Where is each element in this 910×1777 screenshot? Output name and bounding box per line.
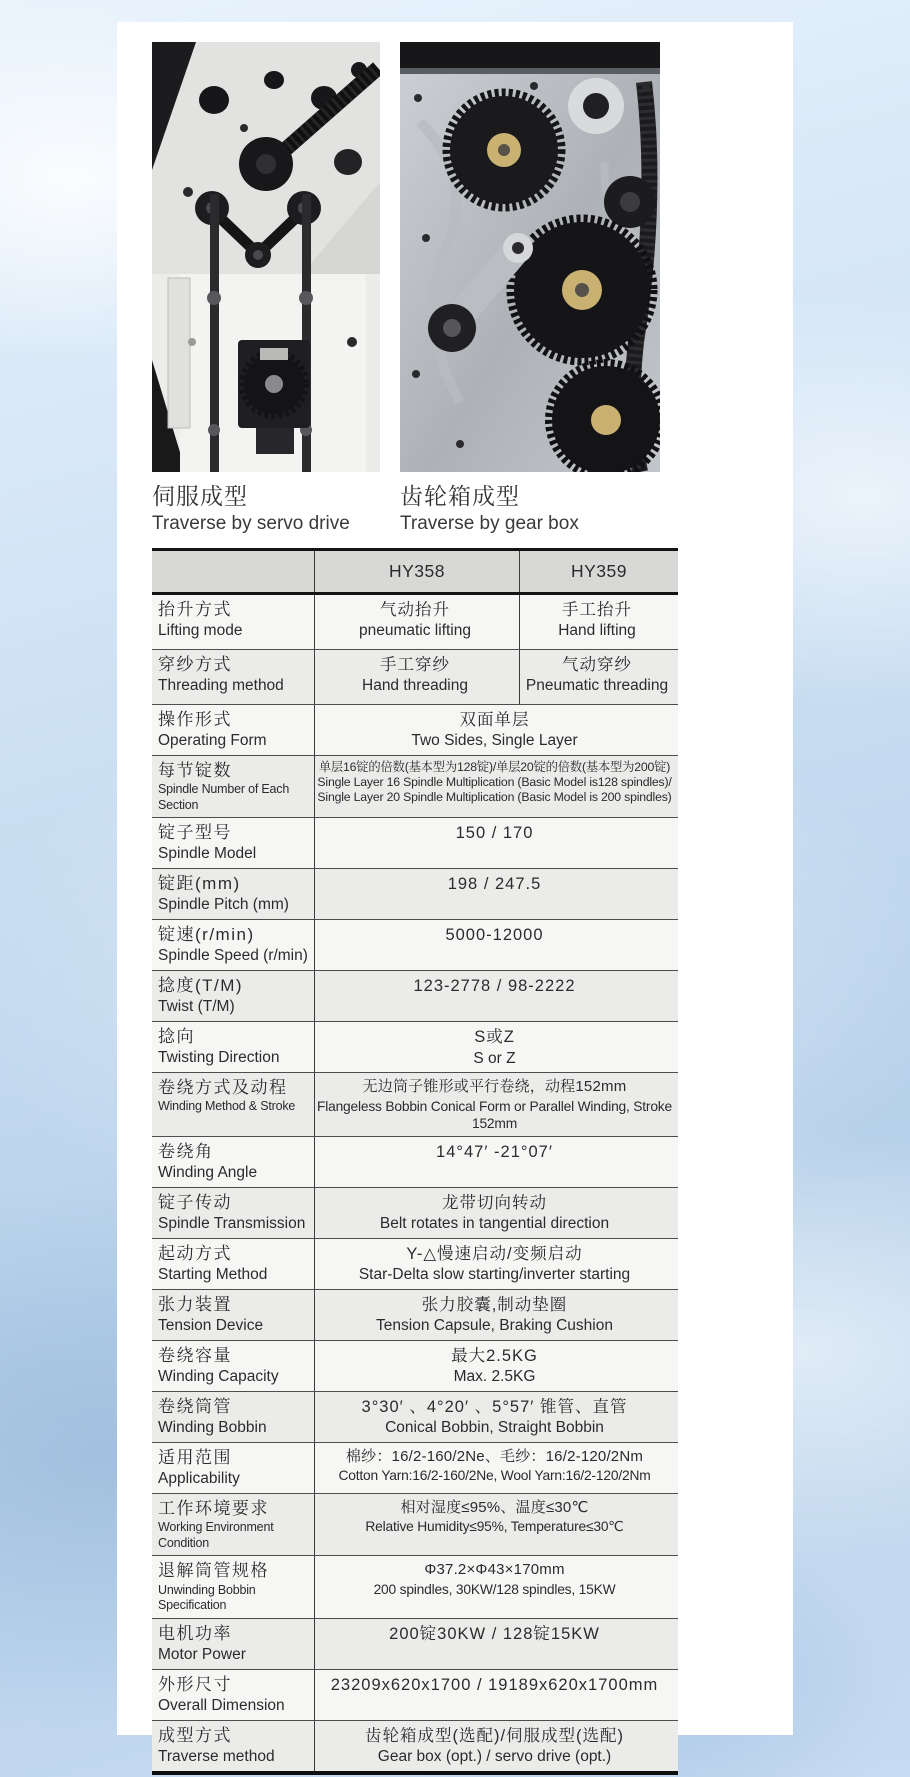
spec-row [152, 1669, 678, 1720]
spec-row [152, 1391, 678, 1442]
spec-row [152, 1618, 678, 1669]
spec-row [152, 1187, 678, 1238]
spec-row-label: 电机功率 Motor Power [158, 1623, 246, 1663]
spec-row [152, 1442, 678, 1493]
spec-row-label: 张力装置 Tension Device [158, 1295, 264, 1335]
spec-row-label: 操作形式 Operating Form [158, 710, 267, 750]
spec-value-merged: Φ37.2×Φ43×170mm 200 spindles, 30KW/128 spindles, 15KW [314, 1556, 678, 1617]
servo-drive-caption-zh: 伺服成型 [152, 483, 248, 509]
spec-row-label: 卷绕筒管 Winding Bobbin [158, 1397, 267, 1437]
servo-drive-machine-photo [152, 42, 380, 472]
spec-value-merged: 5000-12000 [314, 920, 678, 970]
spec-row [152, 1238, 678, 1289]
spec-table-body [152, 595, 678, 1771]
spec-row [152, 919, 678, 970]
spec-value-merged: 150 / 170 [314, 818, 678, 868]
spec-row [152, 595, 678, 649]
spec-value-merged: S或Z S or Z [314, 1022, 678, 1072]
spec-value-merged: 200锭30KW / 128锭15KW [314, 1619, 678, 1669]
spec-row [152, 1493, 678, 1555]
spec-row-label: 锭速(r/min) Spindle Speed (r/min) [158, 925, 308, 965]
spec-value-merged: 最大2.5KG Max. 2.5KG [314, 1341, 678, 1391]
spec-row-label: 穿纱方式 Threading method [158, 655, 284, 695]
spec-row-label: 抬升方式 Lifting mode [158, 600, 243, 640]
spec-row-label: 锭距(mm) Spindle Pitch (mm) [158, 874, 289, 914]
spec-value-merged: Y-△慢速启动/变频启动 Star-Delta slow starting/inverter starting [314, 1239, 678, 1289]
spec-row-label: 卷绕方式及动程 Winding Method & Stroke [158, 1078, 296, 1114]
spec-row-label: 工作环境要求 Working Environment Condition [158, 1499, 274, 1550]
spec-row-label: 退解筒管规格 Unwinding Bobbin Specification [158, 1561, 269, 1613]
spec-row-label: 锭子型号 Spindle Model [158, 823, 257, 863]
spec-row-label: 卷绕角 Winding Angle [158, 1142, 258, 1182]
spec-row-label: 每节锭数 Spindle Number of Each Section [158, 761, 290, 812]
spec-row [152, 868, 678, 919]
spec-value-merged: 龙带切向转动 Belt rotates in tangential direction [314, 1188, 678, 1238]
spec-value-merged: 无边筒子锥形或平行卷绕，动程152mm Flangeless Bobbin Conical Form or Parallel Winding, Stroke 152mm [314, 1073, 678, 1136]
spec-value-merged: 相对湿度≤95%、温度≤30℃ Relative Humidity≤95%, Temperature≤30℃ [314, 1494, 678, 1555]
gear-box-caption-zh: 齿轮箱成型 [400, 483, 520, 509]
spec-row-label: 起动方式 Starting Method [158, 1244, 268, 1284]
gear-box-caption [400, 478, 660, 535]
spec-row [152, 1289, 678, 1340]
spec-value-merged: 14°47′ -21°07′ [314, 1137, 678, 1187]
header-cell-empty [152, 551, 314, 592]
spec-row [152, 1021, 678, 1072]
spec-table-header [152, 551, 678, 595]
spec-row-label: 卷绕容量 Winding Capacity [158, 1346, 279, 1386]
servo-drive-caption-en: Traverse by servo drive [152, 513, 350, 534]
spec-row-label: 适用范围 Applicability [158, 1448, 240, 1488]
spec-row-label: 锭子传动 Spindle Transmission [158, 1193, 306, 1233]
spec-value-hy359: 手工抬升 Hand lifting [519, 595, 678, 649]
spec-value-merged: 单层16锭的倍数(基本型为128锭)/单层20锭的倍数(基本型为200锭) Single Layer 16 Spindle Multiplication (Basic Model is128 spindles)/ Single Layer 20 Spindle Multiplication (Basic Model is 200 spindles) [314, 756, 678, 817]
spec-value-hy359: 气动穿纱 Pneumatic threading [519, 650, 678, 704]
spec-row [152, 1555, 678, 1617]
spec-row-label: 捻度(T/M) Twist (T/M) [158, 976, 244, 1016]
photo-captions [152, 478, 793, 535]
spec-row-label: 外形尺寸 Overall Dimension [158, 1674, 285, 1714]
spec-value-merged: 123-2778 / 98-2222 [314, 971, 678, 1021]
gear-box-machine-photo [400, 42, 660, 472]
spec-row-label: 成型方式 Traverse method [158, 1725, 275, 1765]
spec-row [152, 649, 678, 704]
spec-value-merged: 双面单层 Two Sides, Single Layer [314, 705, 678, 755]
spec-row-label: 捻向 Twisting Direction [158, 1027, 280, 1067]
spec-value-merged: 198 / 247.5 [314, 869, 678, 919]
spec-value-merged: 23209x620x1700 / 19189x620x1700mm [314, 1670, 678, 1720]
spec-row [152, 755, 678, 817]
servo-drive-caption [152, 478, 380, 535]
spec-value-merged: 齿轮箱成型(选配)/伺服成型(选配) Gear box (opt.) / servo drive (opt.) [314, 1721, 678, 1771]
spec-row [152, 1720, 678, 1771]
spec-value-merged: 张力胶囊,制动垫圈 Tension Capsule, Braking Cushion [314, 1290, 678, 1340]
spec-row [152, 1340, 678, 1391]
spec-row [152, 970, 678, 1021]
header-cell-hy359: HY359 [519, 551, 678, 592]
spec-value-hy358: 手工穿纱 Hand threading [314, 650, 519, 704]
spec-value-hy358: 气动抬升 pneumatic lifting [314, 595, 519, 649]
header-cell-hy358: HY358 [314, 551, 519, 592]
spec-row [152, 1072, 678, 1136]
spec-row [152, 817, 678, 868]
machine-photos [152, 42, 793, 472]
spec-value-merged: 3°30′ 、4°20′ 、5°57′ 锥管、直管 Conical Bobbin, Straight Bobbin [314, 1392, 678, 1442]
gear-box-caption-en: Traverse by gear box [400, 513, 579, 534]
spec-row [152, 704, 678, 755]
spec-row [152, 1136, 678, 1187]
spec-value-merged: 棉纱：16/2-160/2Ne、毛纱：16/2-120/2Nm Cotton Yarn:16/2-160/2Ne, Wool Yarn:16/2-120/2Nm [314, 1443, 678, 1493]
content-panel [117, 22, 793, 1766]
spec-table [152, 548, 678, 1775]
